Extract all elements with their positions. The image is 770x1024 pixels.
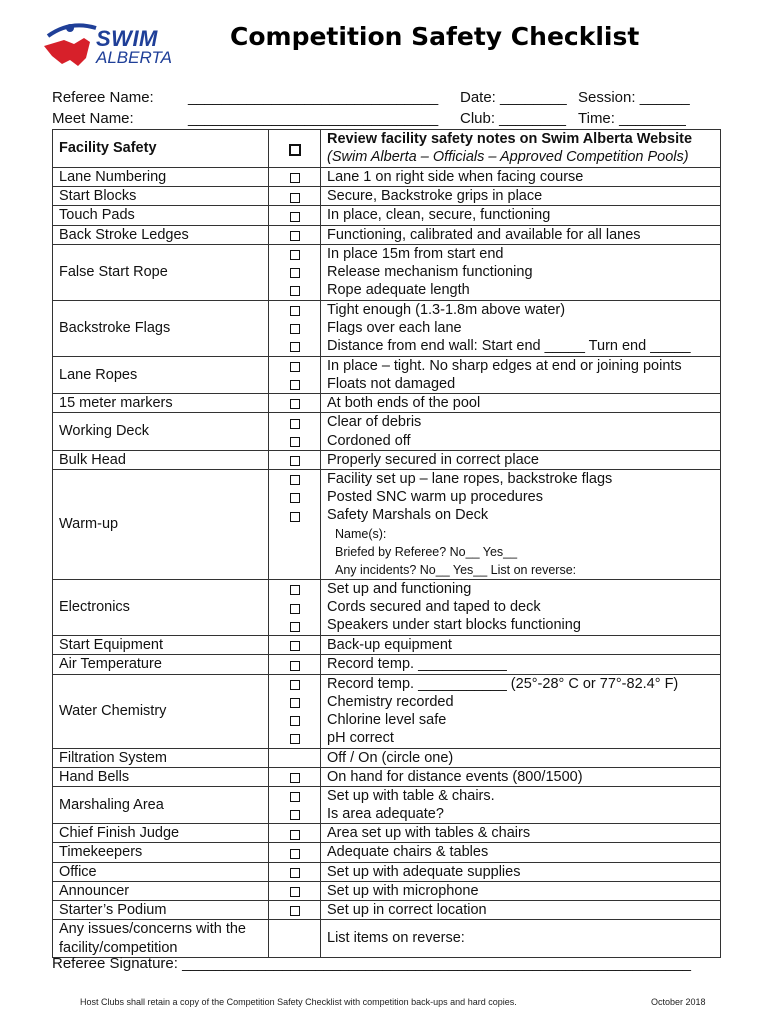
checkbox[interactable] <box>290 362 300 372</box>
checkbox-cell <box>269 674 321 748</box>
checkbox[interactable] <box>290 380 300 390</box>
checkbox-cell <box>269 881 321 900</box>
item-label: Marshaling Area <box>59 796 164 813</box>
item-label: Timekeepers <box>59 844 143 861</box>
checkbox[interactable] <box>290 773 300 783</box>
item-label-cell <box>53 469 269 579</box>
checkbox[interactable] <box>290 306 300 316</box>
item-detail: Flags over each lane <box>327 320 462 336</box>
item-detail: Record temp. ___________ <box>327 656 507 673</box>
item-detail: Area set up with tables & chairs <box>327 825 531 842</box>
item-detail: In place 15m from start end <box>327 245 504 262</box>
item-label-cell <box>53 168 269 187</box>
item-label: Working Deck <box>59 423 149 440</box>
checkbox-cell <box>269 206 321 225</box>
item-label-cell <box>53 881 269 900</box>
checkbox-cell <box>269 394 321 413</box>
checkbox[interactable] <box>290 887 300 897</box>
item-details-cell <box>321 300 721 356</box>
item-label: Water Chemistry <box>59 702 167 719</box>
item-detail: On hand for distance events (800/1500) <box>327 768 583 785</box>
checklist-row <box>53 767 721 786</box>
referee-name-label: Referee Name: <box>52 89 154 106</box>
item-label-cell <box>53 920 269 957</box>
item-label: Announcer <box>59 882 130 899</box>
item-detail: Rope adequate length <box>327 282 470 299</box>
item-detail: Set up with microphone <box>327 882 479 899</box>
item-detail: (Swim Alberta – Officials – Approved Competition Pools) <box>327 149 689 166</box>
item-details-cell <box>321 901 721 920</box>
logo-text-alberta: ALBERTA <box>96 48 172 67</box>
item-label-cell <box>53 356 269 393</box>
item-label-cell <box>53 413 269 450</box>
item-detail: Secure, Backstroke grips in place <box>327 188 543 205</box>
checkbox-cell <box>269 168 321 187</box>
item-details-cell <box>321 450 721 469</box>
item-label: facility/competition <box>59 939 178 956</box>
item-detail: Release mechanism functioning <box>327 264 533 280</box>
item-label-cell <box>53 300 269 356</box>
checkbox[interactable] <box>290 456 300 466</box>
item-label: Office <box>59 863 97 880</box>
checkbox-cell <box>269 130 321 168</box>
footer-date: October 2018 <box>651 997 706 1007</box>
checkbox[interactable] <box>290 810 300 820</box>
checkbox[interactable] <box>290 173 300 183</box>
item-label: Warm-up <box>59 516 119 533</box>
item-label-cell <box>53 394 269 413</box>
session-field[interactable]: Session: ______ <box>578 89 690 106</box>
checklist-row <box>53 469 721 579</box>
time-field[interactable]: Time: ________ <box>578 110 686 127</box>
item-label: Any issues/concerns with the <box>59 921 246 938</box>
checklist-row <box>53 130 721 168</box>
item-detail: Clear of debris <box>327 414 422 431</box>
item-label: Air Temperature <box>59 656 162 673</box>
checkbox[interactable] <box>290 661 300 671</box>
footer-note: Host Clubs shall retain a copy of the Competition Safety Checklist with competition back-ups and hard copies. <box>80 997 517 1007</box>
checkbox-cell <box>269 450 321 469</box>
item-detail: Review facility safety notes on Swim Alberta Website <box>327 131 693 147</box>
item-label-cell <box>53 655 269 674</box>
checklist-row <box>53 225 721 244</box>
item-label: Filtration System <box>59 749 167 766</box>
item-details-cell <box>321 881 721 900</box>
item-detail: In place – tight. No sharp edges at end or joining points <box>327 357 682 374</box>
item-details-cell <box>321 748 721 767</box>
item-detail: pH correct <box>327 730 394 747</box>
checkbox[interactable] <box>290 399 300 409</box>
checkbox-cell <box>269 862 321 881</box>
checklist-row <box>53 920 721 957</box>
checkbox[interactable] <box>290 830 300 840</box>
checkbox[interactable] <box>290 493 300 503</box>
checklist-row <box>53 187 721 206</box>
item-label-cell <box>53 206 269 225</box>
checklist-row <box>53 394 721 413</box>
checkbox[interactable] <box>290 419 300 429</box>
checkbox[interactable] <box>290 698 300 708</box>
item-detail: Adequate chairs & tables <box>327 844 489 861</box>
item-detail: Chlorine level safe <box>327 711 447 728</box>
item-label-cell <box>53 862 269 881</box>
checkbox[interactable] <box>290 641 300 651</box>
item-details-cell <box>321 824 721 843</box>
checkbox[interactable] <box>290 437 300 447</box>
checklist-row <box>53 413 721 450</box>
item-label: 15 meter markers <box>59 395 173 412</box>
checklist-table <box>52 129 721 958</box>
checklist-row <box>53 356 721 393</box>
item-details-cell <box>321 187 721 206</box>
checkbox[interactable] <box>290 622 300 632</box>
item-details-cell <box>321 920 721 957</box>
checklist-row <box>53 881 721 900</box>
item-details-cell <box>321 636 721 655</box>
item-detail: Facility set up – lane ropes, backstroke flags <box>327 470 613 487</box>
item-details-cell <box>321 469 721 579</box>
item-detail: Set up in correct location <box>327 902 487 919</box>
item-detail: Tight enough (1.3-1.8m above water) <box>327 301 566 318</box>
item-detail: In place, clean, secure, functioning <box>327 207 551 224</box>
meet-name-label: Meet Name: <box>52 110 134 127</box>
checkbox-cell <box>269 655 321 674</box>
checklist-row <box>53 580 721 636</box>
item-detail: Floats not damaged <box>327 376 456 392</box>
item-detail: List items on reverse: <box>327 930 465 947</box>
item-label: Lane Ropes <box>59 366 138 383</box>
checklist-row <box>53 300 721 356</box>
checklist-row <box>53 862 721 881</box>
item-detail: Functioning, calibrated and available for all lanes <box>327 226 641 243</box>
checkbox[interactable] <box>290 512 300 522</box>
checklist-row <box>53 636 721 655</box>
item-label: False Start Rope <box>59 264 168 281</box>
item-detail: Properly secured in correct place <box>327 451 539 468</box>
item-details-cell <box>321 674 721 748</box>
date-field[interactable]: Date: ________ <box>460 89 567 106</box>
checkbox[interactable] <box>290 268 300 278</box>
checkbox-cell <box>269 843 321 862</box>
checklist-row <box>53 824 721 843</box>
checkbox-cell <box>269 244 321 300</box>
checkbox-cell <box>269 636 321 655</box>
checkbox[interactable] <box>290 231 300 241</box>
checklist-row <box>53 748 721 767</box>
checkbox[interactable] <box>290 342 300 352</box>
item-detail: Set up with adequate supplies <box>327 863 521 880</box>
checklist-row <box>53 206 721 225</box>
item-details-cell <box>321 244 721 300</box>
checkbox[interactable] <box>290 716 300 726</box>
checkbox-cell <box>269 413 321 450</box>
checkbox[interactable] <box>290 475 300 485</box>
item-detail: Posted SNC warm up procedures <box>327 489 543 506</box>
item-detail: Record temp. ___________ (25°-28° C or 77°-82.4° F) <box>327 675 679 692</box>
item-detail: Distance from end wall: Start end _____ Turn end _____ <box>327 338 691 355</box>
checkbox-cell <box>269 469 321 579</box>
item-details-cell <box>321 206 721 225</box>
item-sub-detail: Name(s): <box>335 526 387 541</box>
item-detail: Set up and functioning <box>327 581 472 598</box>
item-label: Hand Bells <box>59 768 130 785</box>
item-label-cell <box>53 824 269 843</box>
item-label: Start Equipment <box>59 637 163 654</box>
item-detail: At both ends of the pool <box>327 395 481 412</box>
checkbox-cell <box>269 920 321 957</box>
item-sub-detail: Briefed by Referee? No__ Yes__ <box>335 544 518 559</box>
item-label: Touch Pads <box>59 207 135 224</box>
checkbox[interactable] <box>290 585 300 595</box>
checkbox[interactable] <box>290 324 300 334</box>
item-label: Lane Numbering <box>59 169 167 185</box>
item-detail: Off / On (circle one) <box>327 749 454 766</box>
item-detail: Cordoned off <box>327 432 411 449</box>
item-detail: Speakers under start blocks functioning <box>327 617 581 634</box>
checkbox[interactable] <box>289 144 301 156</box>
checklist-row <box>53 450 721 469</box>
item-label: Facility Safety <box>59 140 157 157</box>
checklist-row <box>53 168 721 187</box>
checkbox[interactable] <box>290 250 300 260</box>
item-detail: Cords secured and taped to deck <box>327 599 541 616</box>
checklist-row <box>53 843 721 862</box>
item-label-cell <box>53 187 269 206</box>
checkbox-cell <box>269 824 321 843</box>
item-label-cell <box>53 225 269 244</box>
referee-signature-line[interactable]: Referee Signature: _____________________________________________________________ <box>52 955 691 972</box>
club-field[interactable]: Club: ________ <box>460 110 566 127</box>
item-detail: Lane 1 on right side when facing course <box>327 169 584 185</box>
item-details-cell <box>321 225 721 244</box>
checkbox-cell <box>269 748 321 767</box>
item-detail: Chemistry recorded <box>327 693 454 710</box>
item-detail: Is area adequate? <box>327 806 444 823</box>
item-label-cell <box>53 674 269 748</box>
checkbox[interactable] <box>290 286 300 296</box>
item-details-cell <box>321 130 721 168</box>
item-label-cell <box>53 786 269 823</box>
item-details-cell <box>321 786 721 823</box>
item-label: Electronics <box>59 599 130 616</box>
checklist-row <box>53 655 721 674</box>
item-detail: Set up with table & chairs. <box>327 787 495 804</box>
item-label-cell <box>53 244 269 300</box>
checkbox-cell <box>269 300 321 356</box>
checkbox-cell <box>269 356 321 393</box>
checkbox[interactable] <box>290 604 300 614</box>
meet-name-field[interactable]: ______________________________ <box>188 110 439 127</box>
item-details-cell <box>321 168 721 187</box>
item-detail: Safety Marshals on Deck <box>327 507 489 524</box>
checkbox-cell <box>269 187 321 206</box>
checkbox[interactable] <box>290 193 300 203</box>
item-label: Start Blocks <box>59 188 137 205</box>
logo-text-swim: SWIM <box>96 26 158 51</box>
checkbox[interactable] <box>290 906 300 916</box>
item-label: Bulk Head <box>59 451 126 468</box>
checklist-row <box>53 901 721 920</box>
checkbox[interactable] <box>290 868 300 878</box>
item-details-cell <box>321 862 721 881</box>
checkbox[interactable] <box>290 849 300 859</box>
item-label-cell <box>53 767 269 786</box>
item-label-cell <box>53 636 269 655</box>
item-label-cell <box>53 748 269 767</box>
item-label-cell <box>53 580 269 636</box>
checkbox-cell <box>269 767 321 786</box>
item-details-cell <box>321 394 721 413</box>
checklist-row <box>53 674 721 748</box>
item-detail: Back-up equipment <box>327 637 452 654</box>
item-details-cell <box>321 767 721 786</box>
item-details-cell <box>321 580 721 636</box>
item-details-cell <box>321 655 721 674</box>
item-label-cell <box>53 130 269 168</box>
checklist-row <box>53 786 721 823</box>
page-title: Competition Safety Checklist <box>230 22 640 51</box>
swim-alberta-logo <box>40 14 180 74</box>
checkbox-cell <box>269 225 321 244</box>
checkbox[interactable] <box>290 680 300 690</box>
referee-name-field[interactable]: ______________________________ <box>188 89 439 106</box>
item-label: Back Stroke Ledges <box>59 226 189 243</box>
item-details-cell <box>321 356 721 393</box>
checkbox-cell <box>269 901 321 920</box>
item-label-cell <box>53 901 269 920</box>
checkbox[interactable] <box>290 792 300 802</box>
item-label-cell <box>53 843 269 862</box>
checkbox[interactable] <box>290 212 300 222</box>
checkbox-cell <box>269 786 321 823</box>
checkbox[interactable] <box>290 734 300 744</box>
item-label: Chief Finish Judge <box>59 825 180 842</box>
item-details-cell <box>321 413 721 450</box>
checklist-row <box>53 244 721 300</box>
item-sub-detail: Any incidents? No__ Yes__ List on reverse: <box>335 562 577 577</box>
checkbox-cell <box>269 580 321 636</box>
item-label-cell <box>53 450 269 469</box>
item-label: Starter’s Podium <box>59 902 167 919</box>
item-label: Backstroke Flags <box>59 320 171 337</box>
item-details-cell <box>321 843 721 862</box>
